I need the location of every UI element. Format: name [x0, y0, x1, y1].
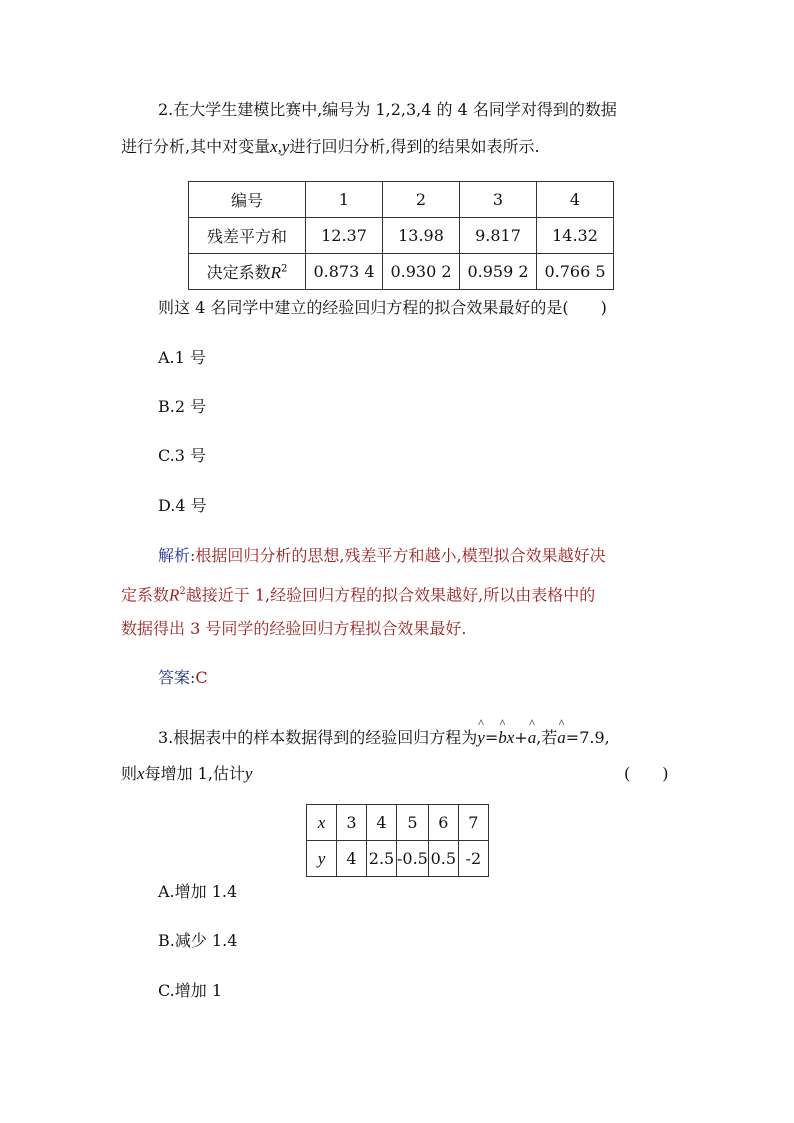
table-cell: 13.98 — [383, 218, 460, 254]
table-row — [189, 218, 614, 254]
b-hat: ^ b — [498, 726, 507, 750]
q3-line-1: 3.根据表中的样本数据得到的经验回归方程为^ y=^ bx+^ a,若^ a=7.9, — [158, 726, 610, 750]
q2-line-1: 2.在大学生建模比赛中,编号为 1,2,3,4 的 4 名同学对得到的数据 — [158, 100, 617, 119]
q2-line-2-pre: 进行分析,其中对变量 — [121, 137, 271, 156]
table-cell: 5 — [397, 805, 429, 841]
table-row-label: x — [307, 805, 337, 841]
table-cell: 14.32 — [537, 218, 614, 254]
table-cell: -2 — [458, 841, 488, 877]
analysis-line-2: 定系数$R^2$越接近于 1,经验回归方程的拟合效果越好,所以由表格中的 — [121, 585, 596, 605]
table-cell: 7 — [458, 805, 488, 841]
q2-option-d: D.4 号 — [158, 496, 207, 515]
q2-line-2 — [121, 135, 540, 159]
a-hat: ^ a — [528, 726, 537, 750]
analysis-line-1: 解析:根据回归分析的思想,残差平方和越小,模型拟合效果越好决 — [158, 546, 606, 565]
q2-stem: 则这 4 名同学中建立的经验回归方程的拟合效果最好的是( ) — [158, 298, 607, 317]
table-row-label: y — [307, 841, 337, 877]
analysis-line-3: 数据得出 3 号同学的经验回归方程拟合效果最好. — [121, 619, 467, 638]
a-hat-condition: ^ a — [557, 726, 566, 750]
table-header-cell: 编号 — [189, 182, 306, 218]
q2-line-2-post: 进行回归分析,得到的结果如表所示. — [289, 137, 540, 156]
analysis-label: 解析 — [158, 546, 191, 565]
q3-option-b: B.减少 1.4 — [158, 931, 238, 950]
q2-results-table — [188, 181, 614, 290]
q3-option-c: C.增加 1 — [158, 981, 223, 1000]
answer-value: C — [195, 668, 208, 687]
table-row-label: 残差平方和 — [189, 218, 306, 254]
q2-option-b: B.2 号 — [158, 397, 207, 416]
table-cell: 0.959 2 — [460, 254, 537, 290]
table-cell: 4 — [337, 841, 367, 877]
table-cell: 12.37 — [306, 218, 383, 254]
table-row — [189, 182, 614, 218]
table-header-cell: 1 — [306, 182, 383, 218]
table-cell: 0.5 — [428, 841, 458, 877]
table-cell: 6 — [428, 805, 458, 841]
answer-line — [158, 666, 208, 690]
q3-answer-paren: ( ) — [624, 764, 669, 783]
q2-variables: x,y — [270, 137, 290, 156]
table-row — [189, 254, 614, 290]
table-cell: 0.873 4 — [306, 254, 383, 290]
table-row — [307, 805, 489, 841]
y-hat: ^ y — [477, 726, 485, 750]
table-cell: 2.5 — [367, 841, 397, 877]
q3-line-2: 则x每增加 1,估计y — [121, 764, 253, 783]
table-row — [307, 841, 489, 877]
q3-option-a: A.增加 1.4 — [158, 882, 238, 901]
table-cell: -0.5 — [397, 841, 429, 877]
table-cell: 0.766 5 — [537, 254, 614, 290]
table-header-cell: 2 — [383, 182, 460, 218]
q3-sample-table — [306, 804, 489, 877]
table-row-label: 决定系数$R^2$ — [189, 254, 306, 290]
q2-option-a: A.1 号 — [158, 348, 206, 367]
table-cell: 9.817 — [460, 218, 537, 254]
table-cell: 3 — [337, 805, 367, 841]
answer-label: 答案: — [158, 668, 196, 687]
table-cell: 4 — [367, 805, 397, 841]
q2-option-c: C.3 号 — [158, 446, 207, 465]
table-header-cell: 4 — [537, 182, 614, 218]
table-cell: 0.930 2 — [383, 254, 460, 290]
table-header-cell: 3 — [460, 182, 537, 218]
